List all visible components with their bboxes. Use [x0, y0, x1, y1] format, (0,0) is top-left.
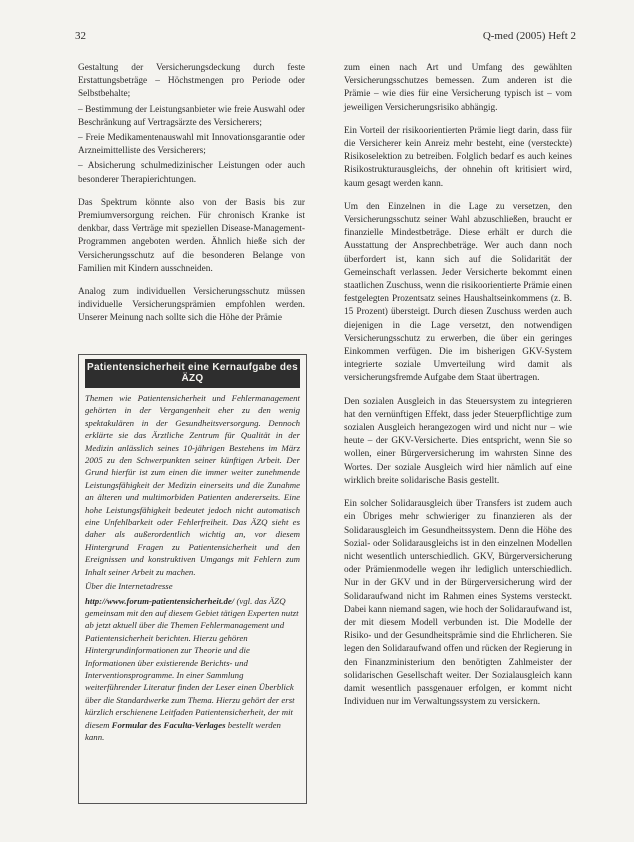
info-box-link-text: (vgl. das ÄZQ gemeinsam mit den auf diesem Gebiet tätigen Experten nutzt ab jetzt aktuell über die Themen Fehlermanagement und Patientensicherheit berichten. Hierzu gehören Hintergrundinformationen zur Theorie und die Informationen über existierende Berichts- und Interventionsprogramme. In einer Sammlung weiterführender Literatur finden der Leser einen Überblick über die Standardwerke zum Thema. Hierzu gehört der erst kürzlich erschienene Leitfaden Patientensicherheit, der mit diesem: [85, 595, 299, 730]
info-box-end: bestellt werden kann.: [85, 719, 281, 742]
paragraph: Analog zum individuellen Versicherungsschutz müssen individuelle Versicherungsprämien empfohlen werden. Unserer Meinung nach sollte sich die Höhe der Prämie: [78, 287, 305, 324]
paragraph: Den sozialen Ausgleich in das Steuersystem zu integrieren hat den vernünftigen Effekt, dass jeder Steuerpflichtige zum sozialen Ausgleich herangezogen wird und nicht nur – wie heute – der GKV-Versicherte. Dies entspricht, wenn Sie so wollen, einer Bürgerversicherung im wahrsten Sinne des Wortes. Der soziale Ausgleich wird hier nämlich auf eine wirklich breite solidarische Basis gestellt.: [344, 396, 572, 486]
paragraph: Ein solcher Solidarausgleich über Transfers ist zudem auch ein Übriges mehr schwieriger zu finanzieren als der Solidarausgleich im Gesundheitssystem. Denn die Höhe des Sozial- oder Solidarausgleichs ist in den einzelnen Modellen nicht wesentlich unterschiedlich. GKV, Bürgerversicherung oder Prämienmodelle wegen ihr lediglich unterschiedlich. Nur in der GKV und in der Bürgerversicherung wird der Solidaraufwand nicht im Rahmen eines Systems versteckt. Dabei kann niemand sagen, wie hoch der Solidaraufwand ist, der mit diesem Modell verbunden ist. Die Modelle der Risiko- und der Gesundheitsprämie sind die Ehrlicheren. Sie legen den Solidaraufwand offen und rücken der Regierung in den Finanzministerium den benötigten Zahlmeister der solidarischen Gesellschaft weiter. Der Sozialausgleich kann damit wesentlich passgenauer erfolgen, er kommt nicht Individuen nur im Verwaltungssystem zu versickern.: [344, 499, 572, 708]
info-box-link-paragraph: [85, 595, 300, 744]
left-column: [78, 62, 305, 336]
paragraph: – Bestimmung der Leistungsanbieter wie freie Auswahl oder Beschränkung auf Vertragsärzte des Versicherers;: [78, 104, 305, 128]
info-box: [78, 354, 307, 804]
journal-reference: Q-med (2005) Heft 2: [482, 30, 576, 42]
info-box-title: Patientensicherheit eine Kernaufgabe des ÄZQ: [85, 359, 300, 388]
paragraph: – Freie Medikamentenauswahl mit Innovationsgarantie oder Arzneimittelliste des Versicherers;: [78, 133, 305, 157]
info-box-intro: Über die Internetadresse: [85, 581, 173, 592]
paragraph: zum einen nach Art und Umfang des gewählten Versicherungsschutzes bemessen. Zum anderen ist die Prämie – wie dies für eine Versicherung typisch ist – vom jeweiligen Versicherungsrisiko abhängig.: [344, 63, 572, 113]
website-link[interactable]: http://www.forum-patientensicherheit.de/: [85, 595, 235, 606]
paragraph: Um den Einzelnen in die Lage zu versetzen, den Versicherungsschutz seiner Wahl abzuschließen, braucht er finanzielle Mindestbeträge. Diese erhält er durch die Ausstattung der Ansprechbeträge. Wer auch dann noch überfordert ist, kann sich auf die Solidarität der Gemeinschaft verlassen. Jeder Versicherte bekommt einen staatlichen Zuschuss, wenn die risikoorientierte Prämie einen festgelegten Prozentsatz seines Haushaltseinkommens (z. B. 15 Prozent) übersteigt. Durch diesen Zuschuss werden auch diejenigen in die Lage versetzt, den notwendigen Versicherungsschutz zu erwerben, die über ein geringes Einkommen verfügen. Die im bisherigen GKV-System integrierte soziale Umverteilung wird damit als versicherungsfremde Aufgabe dem Staat übertragen.: [344, 201, 572, 384]
paragraph: Ein Vorteil der risikoorientierten Prämie liegt darin, dass für die Versicherer kein Anreiz mehr besteht, eine (versteckte) Risikoselektion zu betreiben. Folglich bedarf es auch keines Risikostrukturausgleichs, der ohnehin oft kritisiert wird, kaum gesagt werden kann.: [344, 125, 572, 189]
page-number: 32: [75, 30, 86, 42]
right-column: [344, 62, 572, 719]
order-form-label: Formular des Faculta-Verlages: [111, 719, 226, 730]
paragraph: Gestaltung der Versicherungsdeckung durch feste Erstattungsbeträge – Höchstmengen pro Periode oder Selbstbehalte;: [78, 63, 305, 100]
info-box-text: Themen wie Patientensicherheit und Fehlermanagement gehörten in der Vergangenheit eher zu den wenig spektakulären in der Gesundheitsversorgung. Dennoch erklärte sie das Ärztliche Zentrum für Qualität in der Medizin anlässlich seines 10-jährigen Bestehens im März 2005 zu den Schwerpunkten seiner künftigen Arbeit. Der Grund hierfür ist zum einen die immer weiter zunehmende Leistungsfähigkeit der Medizin einerseits und die Zunahme an älteren und multimorbiden Patienten andererseits. Eine hohe Leistungsfähigkeit bedeutet jedoch nicht automatisch eine Unfehlbarkeit oder Fehlerfreiheit. Das ÄZQ sieht es daher als außerordentlich wichtig an, vor diesem Hintergrund Fragen zu Patientensicherheit und den Ereignissen und konstruktiven Umgangs mit Fehlern zum Inhalt seiner Arbeit zu machen.: [85, 393, 300, 577]
paragraph: – Absicherung schulmedizinischer Leistungen oder auch besonderer Therapierichtungen.: [78, 161, 305, 185]
paragraph: Das Spektrum könnte also von der Basis bis zur Premiumversorgung reichen. Für chronisch Kranke ist denkbar, dass Verträge mit speziellen Disease-Management-Programmen angeboten werden. Ähnlich hieße sich der Versicherungsschutz auf die besonderen Belange von Familien mit Kindern ausschneiden.: [78, 197, 305, 274]
